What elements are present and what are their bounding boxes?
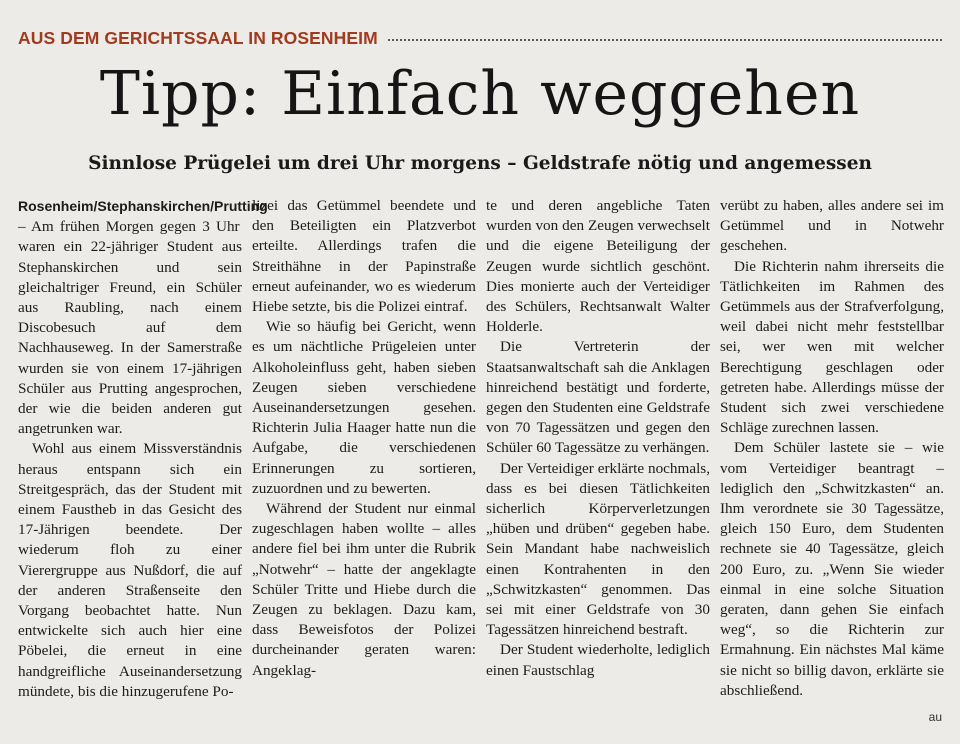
article-paragraph: Der Verteidiger erklärte nochmals, dass es bei diesen Tätlichkeiten sicherlich Körperverletzungen „hüben und drüben“ gegeben habe. Sein Mandant habe nachweislich einen Kontrahenten in den „Schwitzkasten“ genommen. Das sei mit einer Geldstrafe von 30 Tagessätzen hinreichend bestraft. [486, 459, 710, 639]
subheadline: Sinnlose Prügelei um drei Uhr morgens – Geldstrafe nötig und angemessen [88, 153, 872, 174]
author-initials: au [928, 710, 942, 724]
article-column-4 [720, 196, 944, 732]
article-paragraph: verübt zu haben, alles andere sei im Getümmel und in Notwehr geschehen. [720, 197, 944, 255]
article-paragraph [18, 196, 268, 439]
paragraph-text: – Am frühen Morgen gegen 3 Uhr waren ein 22-jähriger Student aus Stephanskirchen und sein gleichaltriger Freund, ein Schüler aus Raubling, nach einem Discobesuch auf dem Nachhauseweg. In der Samerstraße wurden sie von einem 17-jährigen Schüler aus Prutting angesprochen, der wie die beiden anderen gut angetrunken war. [18, 218, 242, 438]
article-paragraph: Die Richterin nahm ihrerseits die Tätlichkeiten im Rahmen des Getümmels aus der Strafverfolgung, weil dabei nicht mehr feststellbar sei, wer wen mit welcher Berechtigung geschlagen oder getreten habe. Allerdings müsse der Student sich zwei verschiedene Schläge zurechnen lassen. [720, 257, 944, 437]
article-column-3 [486, 196, 710, 732]
section-kicker: AUS DEM GERICHTSSAAL IN ROSENHEIM [18, 27, 378, 48]
article-paragraph: Während der Student nur einmal zugeschlagen haben wollte – alles andere fiel bei ihm unter die Rubrik „Notwehr“ – hatte der angeklagte Schüler Tritte und Hiebe durch die Zeugen zu beklagen. Dazu kam, dass Beweisfotos der Polizei durcheinander geraten waren: Angeklag- [252, 500, 476, 679]
article-paragraph: Wohl aus einem Missverständnis heraus entspann sich ein Streitgespräch, das der Student mit einem Faustheb in das Gesicht des 17-Jährigen beendete. Der wiederum floh zu einer Vierergruppe aus Nußdorf, die auf der anderen Straßenseite den Vorgang beobachtet hatte. Nun entwickelte sich auch hier eine Pöbelei, die erneut in eine handgreifliche Auseinandersetzung mündete, bis die hinzugerufene Po- [18, 440, 242, 700]
article-paragraph: te und deren angebliche Taten wurden von den Zeugen verwechselt und die eigene Beteiligung der Zeugen wurde sichtlich geschönt. Dies monierte auch der Verteidiger des Schülers, Rechtsanwalt Walter Holderle. [486, 197, 710, 336]
article-paragraph: Die Vertreterin der Staatsanwaltschaft sah die Anklagen hinreichend bestätigt und forderte, gegen den Studenten eine Geldstrafe von 70 Tagessätzen und gegen den Schüler 60 Tagessätze zu verhängen. [486, 338, 710, 457]
article-paragraph: Der Student wiederholte, lediglich einen Faustschlag [486, 641, 710, 679]
article-column-2 [252, 196, 476, 732]
article-paragraph: lizei das Getümmel beendete und den Beteiligten ein Platzverbot erteilte. Allerdings trafen die Streithähne in der Papinstraße erneut aufeinander, wo es wiederum Hiebe setzte, bis die Polizei eintraf. [252, 197, 476, 316]
dateline: Rosenheim/Stephanskirchen/Prutting [18, 198, 268, 214]
dotted-rule [388, 39, 942, 41]
article-paragraph: Wie so häufig bei Gericht, wenn es um nächtliche Prügeleien unter Alkoholeinfluss geht, haben sieben Zeugen sieben verschiedene Auseinandersetzungen gesehen. Richterin Julia Haager hatte nun die Aufgabe, die verschiedenen Erinnerungen zu sortieren, zuzuordnen und zu bewerten. [252, 318, 476, 497]
kicker-row [18, 26, 942, 50]
article-body [18, 196, 944, 732]
article-column-1 [18, 196, 268, 732]
headline: Tipp: Einfach weggehen [99, 59, 861, 129]
article-paragraph: Dem Schüler lastete sie – wie vom Verteidiger beantragt – lediglich den „Schwitzkasten“ an. Ihm verordnete sie 30 Tagessätze, gleich 150 Euro, dem Studenten rechnete sie 40 Tagessätze, gleich 200 Euro, zu. „Wenn Sie wieder einmal in eine solche Situation geraten, dann gehen Sie einfach weg“, so die Richterin zur Ermahnung. Ein nächstes Mal käme sie nicht so billig davon, erklärte sie abschließend. [720, 439, 944, 699]
